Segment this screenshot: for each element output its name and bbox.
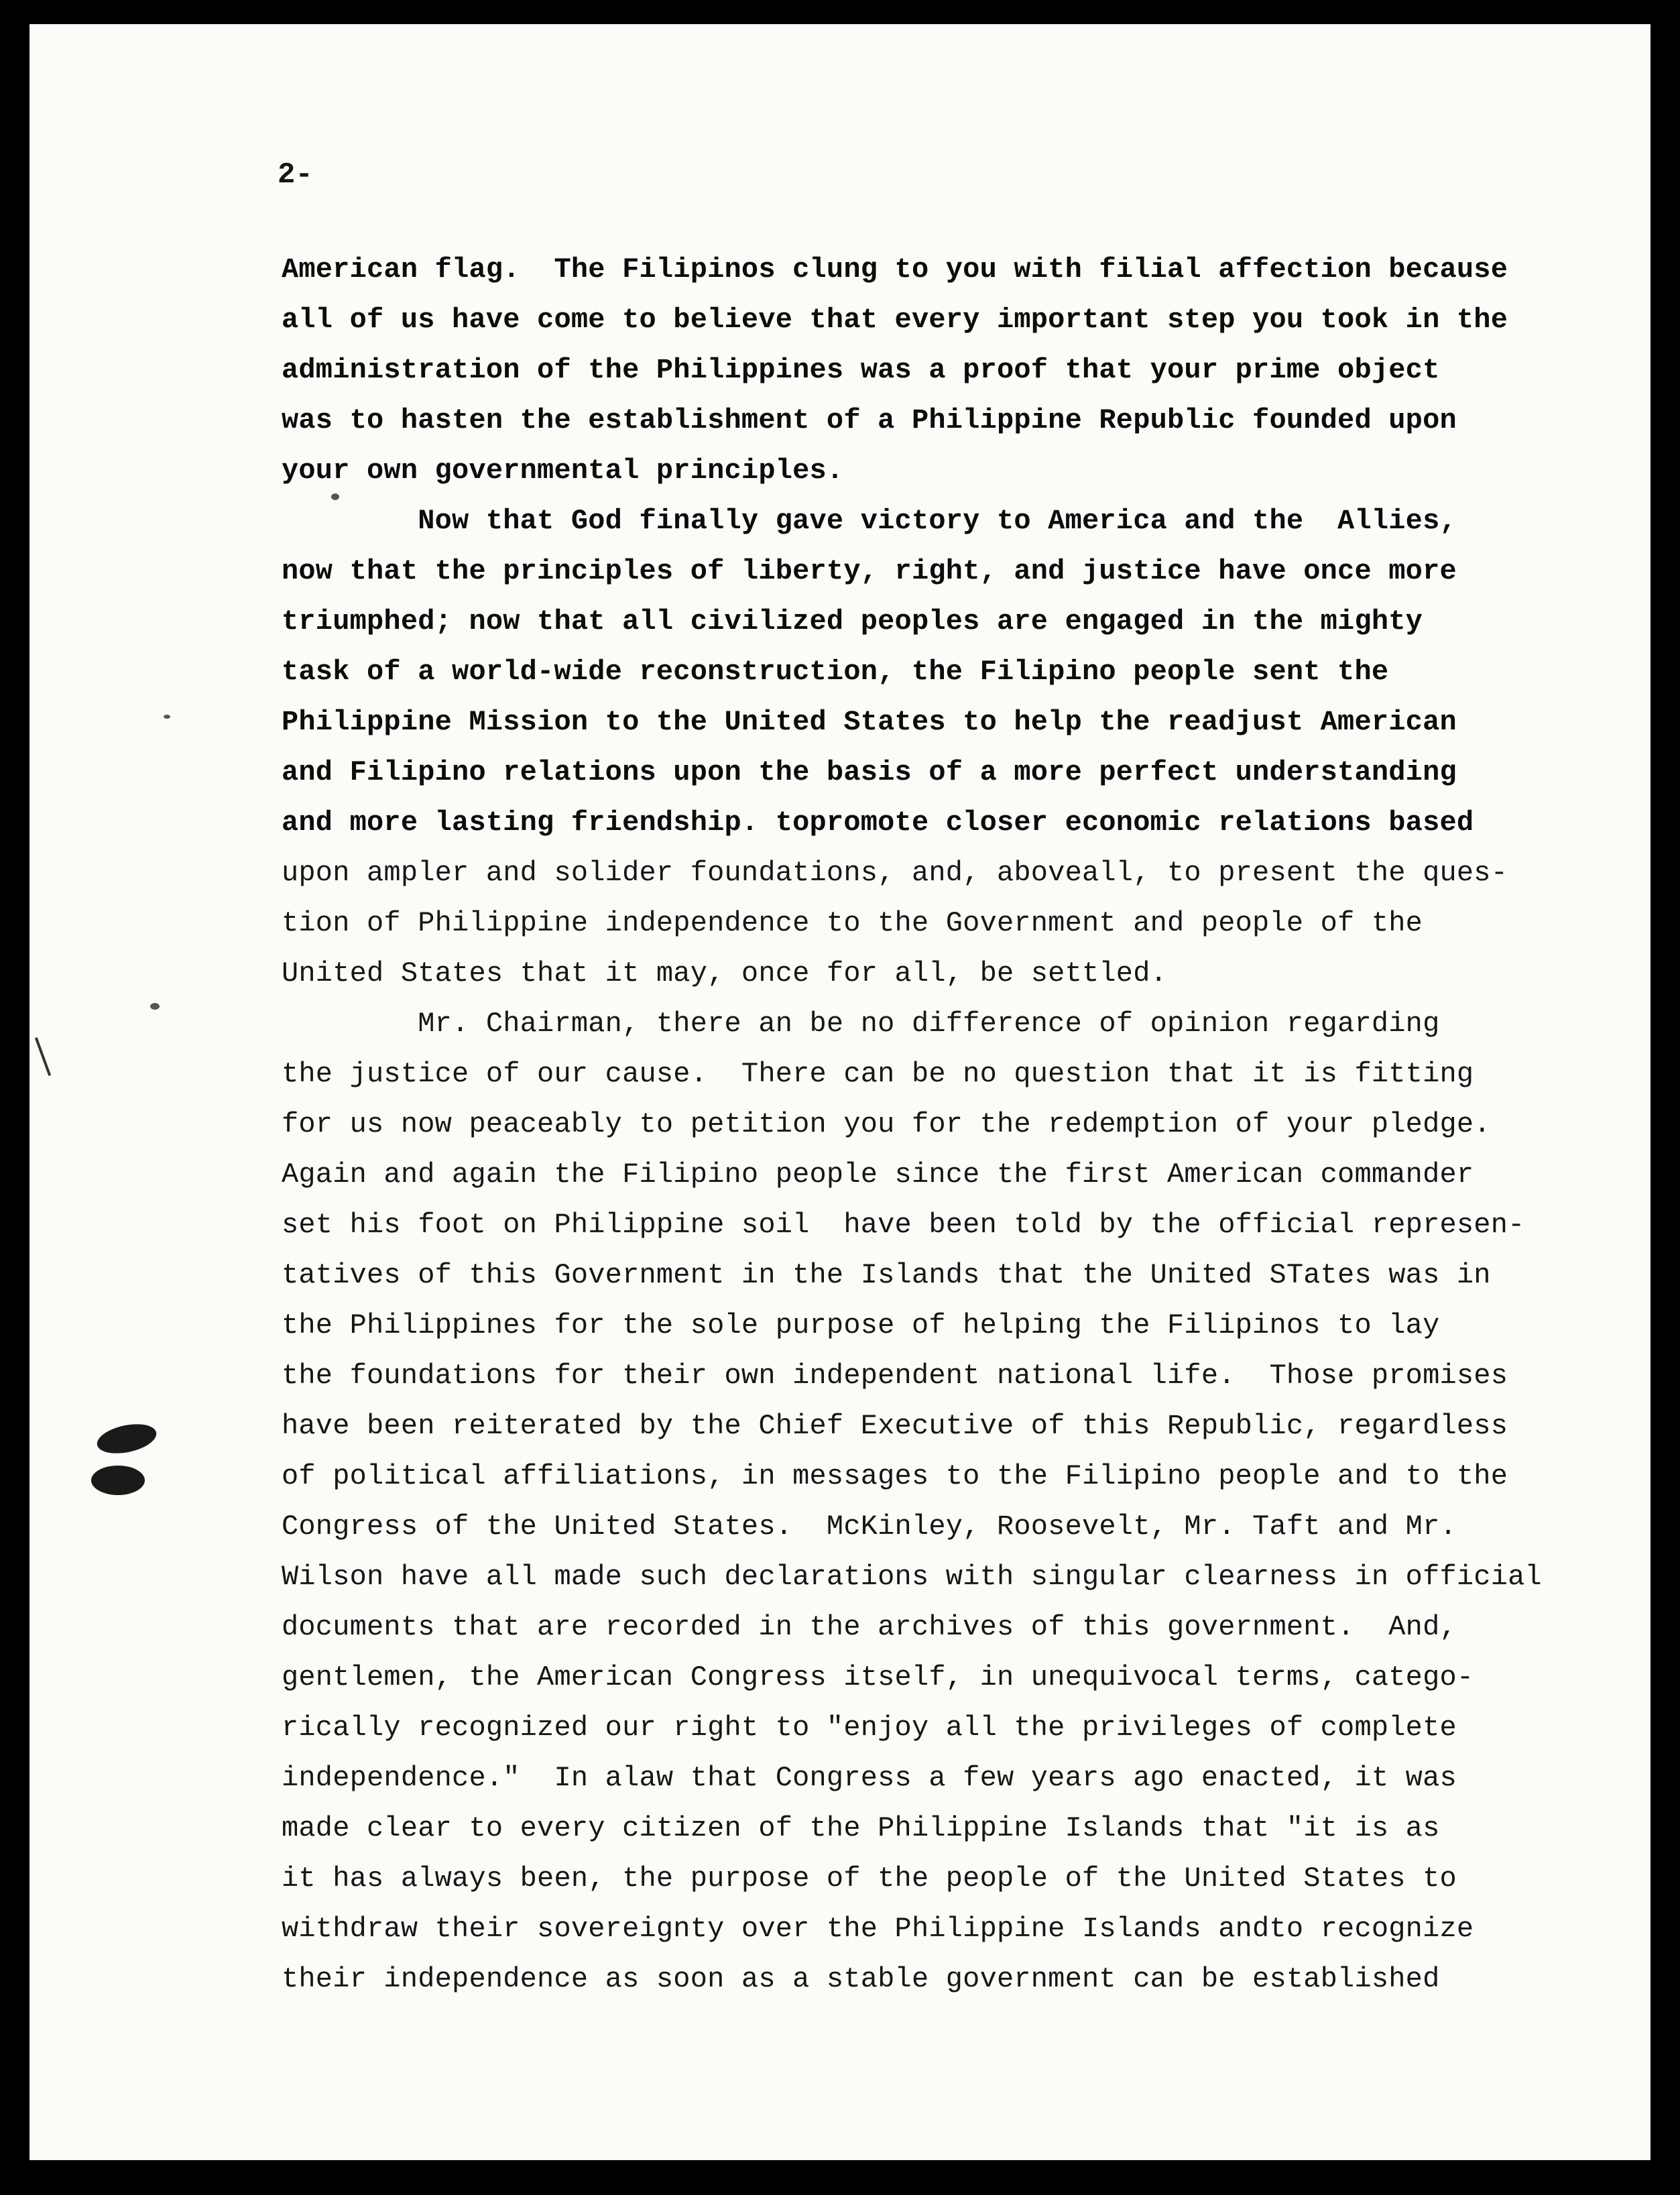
text-line: have been reiterated by the Chief Executive of this Republic, regardless: [282, 1410, 1508, 1442]
text-line: of political affiliations, in messages to the Filipino people and to the: [282, 1460, 1508, 1492]
text-line: triumphed; now that all civilized peoples are engaged in the mighty: [282, 605, 1423, 638]
scan-mark: [35, 1037, 51, 1076]
text-line: United States that it may, once for all, be settled.: [282, 957, 1168, 990]
text-line: and more lasting friendship. topromote closer economic relations based: [282, 807, 1474, 839]
typed-page: [29, 24, 1651, 2160]
text-line: gentlemen, the American Congress itself, in unequivocal terms, catego-: [282, 1661, 1474, 1694]
ink-smudge: [95, 1419, 159, 1458]
text-line: task of a world-wide reconstruction, the Filipino people sent the: [282, 656, 1389, 688]
text-line: your own governmental principles.: [282, 455, 844, 487]
scan-speck: [150, 1003, 160, 1010]
ink-smudge: [91, 1466, 145, 1495]
text-line: rically recognized our right to "enjoy all the privileges of complete: [282, 1712, 1457, 1744]
text-line: their independence as soon as a stable government can be established: [282, 1963, 1440, 1995]
text-line: tatives of this Government in the Islands that the United STates was in: [282, 1259, 1491, 1291]
scan-speck: [164, 715, 170, 719]
text-line: independence." In alaw that Congress a few years ago enacted, it was: [282, 1762, 1457, 1794]
scan-speck: [331, 493, 339, 500]
text-line: was to hasten the establishment of a Philippine Republic founded upon: [282, 404, 1457, 436]
text-line: Again and again the Filipino people since the first American commander: [282, 1159, 1474, 1191]
text-line: now that the principles of liberty, right, and justice have once more: [282, 555, 1457, 587]
page-number: 2-: [278, 158, 313, 192]
text-line: Philippine Mission to the United States to help the readjust American: [282, 706, 1457, 738]
text-line: Mr. Chairman, there an be no difference of opinion regarding: [282, 1008, 1440, 1040]
text-line: withdraw their sovereignty over the Philippine Islands andto recognize: [282, 1913, 1474, 1945]
text-line: Wilson have all made such declarations with singular clearness in official: [282, 1561, 1542, 1593]
text-line: Now that God finally gave victory to America and the Allies,: [282, 505, 1457, 537]
text-line: upon ampler and solider foundations, and, aboveall, to present the ques-: [282, 857, 1508, 889]
text-line: set his foot on Philippine soil have been told by the official represen-: [282, 1209, 1525, 1241]
text-line: tion of Philippine independence to the Government and people of the: [282, 907, 1423, 939]
text-line: documents that are recorded in the archives of this government. And,: [282, 1611, 1457, 1643]
text-line: made clear to every citizen of the Philippine Islands that "it is as: [282, 1812, 1440, 1844]
text-line: it has always been, the purpose of the people of the United States to: [282, 1862, 1457, 1895]
text-line: the justice of our cause. There can be no question that it is fitting: [282, 1058, 1474, 1090]
text-line: and Filipino relations upon the basis of a more perfect understanding: [282, 756, 1457, 788]
text-line: for us now peaceably to petition you for the redemption of your pledge.: [282, 1108, 1491, 1140]
text-line: all of us have come to believe that every important step you took in the: [282, 304, 1508, 336]
text-line: the foundations for their own independent national life. Those promises: [282, 1360, 1508, 1392]
text-line: administration of the Philippines was a proof that your prime object: [282, 354, 1440, 386]
text-line: the Philippines for the sole purpose of helping the Filipinos to lay: [282, 1309, 1440, 1342]
text-line: Congress of the United States. McKinley, Roosevelt, Mr. Taft and Mr.: [282, 1510, 1457, 1543]
text-line: American flag. The Filipinos clung to you with filial affection because: [282, 253, 1508, 286]
